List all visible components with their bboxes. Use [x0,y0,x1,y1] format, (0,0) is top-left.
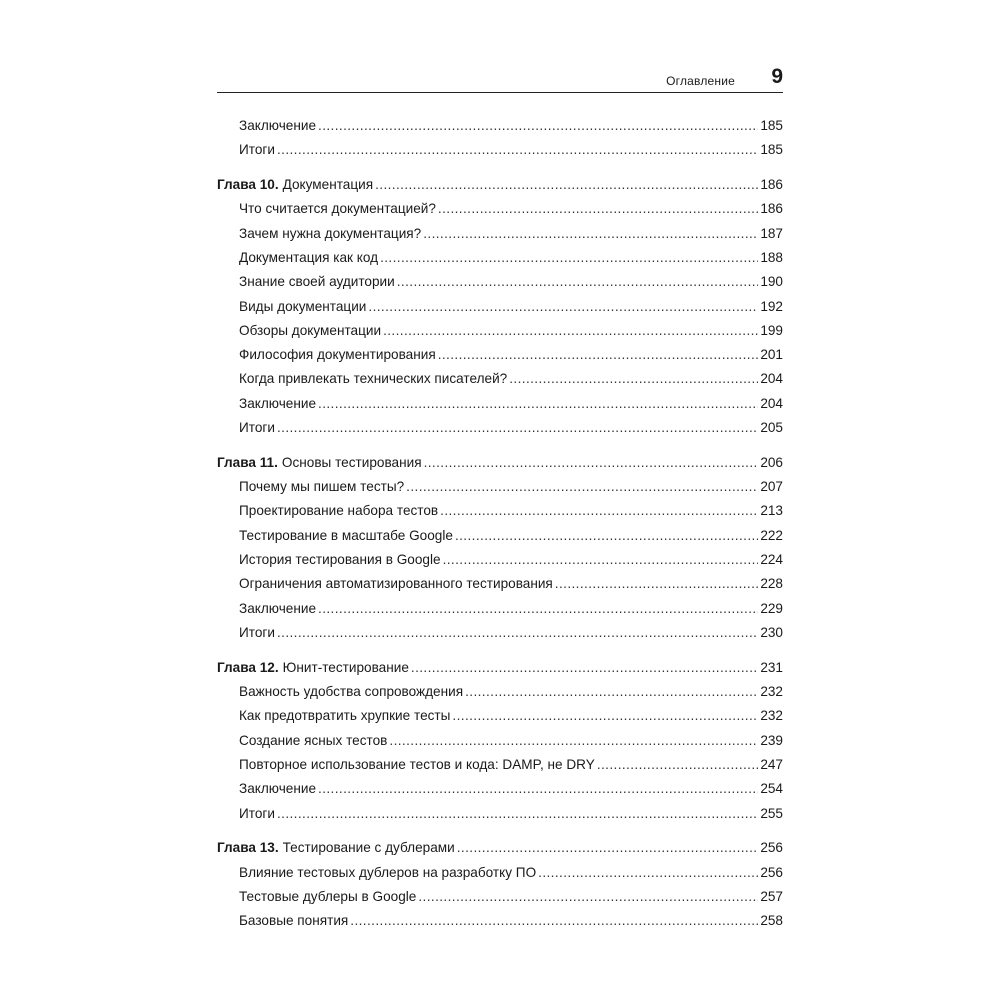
toc-page-number: 185 [760,142,783,158]
section-title: Когда привлекать технических писателей? [239,371,508,387]
dot-leader [277,420,758,435]
toc-section-entry [217,757,783,781]
dot-leader [424,455,759,470]
dot-leader [383,323,758,338]
dot-leader [318,118,758,133]
section-title: Философия документирования [239,347,436,363]
dot-leader [465,684,758,699]
toc-section-entry [217,371,783,395]
toc-page-number: 258 [760,913,783,929]
dot-leader [411,660,758,675]
section-title: Базовые понятия [239,913,349,929]
dot-leader [438,201,758,216]
toc-section-entry [217,601,783,625]
dot-leader [277,625,758,640]
dot-leader [443,552,759,567]
toc-page-number: 192 [760,298,783,314]
dot-leader [368,299,758,314]
toc-chapter-entry [217,660,783,684]
toc-page-number: 257 [760,888,783,904]
dot-leader [406,479,758,494]
toc-page-number: 247 [760,756,783,772]
toc-section-entry [217,865,783,889]
dot-leader [418,889,758,904]
dot-leader [438,347,759,362]
dot-leader [457,840,759,855]
dot-leader [509,371,758,386]
section-title: Итоги [239,624,275,640]
toc-section-entry [217,503,783,527]
chapter-number: Глава 10. [217,177,279,193]
toc-page-number: 201 [760,347,783,363]
toc-page-number: 205 [760,420,783,436]
section-title: История тестирования в Google [239,552,441,568]
toc-page-number: 187 [760,225,783,241]
header-rule [217,92,783,93]
page-number: 9 [771,65,783,88]
toc-page-number: 186 [760,201,783,217]
dot-leader [597,757,759,772]
section-title: Итоги [239,420,275,436]
section-title: Важность удобства сопровождения [239,684,464,700]
section-title: Заключение [239,781,317,797]
dot-leader [538,865,758,880]
chapter-number: Глава 13. [217,840,279,856]
section-title: Итоги [239,142,275,158]
section-title: Повторное использование тестов и кода: DAMP, не DRY [239,756,595,772]
toc-section-entry [217,576,783,600]
toc-section-entry [217,684,783,708]
toc-page-number: 232 [760,684,783,700]
toc-page-number: 256 [760,864,783,880]
section-title: Тестирование в масштабе Google [239,527,453,543]
toc-page-number: 199 [760,322,783,338]
toc-section-entry [217,299,783,323]
section-title: Документация как код [239,249,379,265]
toc-section-entry [217,118,783,142]
dot-leader [277,142,758,157]
running-head [217,62,783,92]
toc-section-entry [217,733,783,757]
toc-page-number: 224 [760,552,783,568]
toc-section-entry [217,625,783,649]
dot-leader [555,576,759,591]
section-title: Создание ясных тестов [239,732,388,748]
toc-section-entry [217,347,783,371]
toc-page-number: 222 [760,527,783,543]
chapter-number: Глава 12. [217,659,279,675]
toc-page-number: 256 [760,840,783,856]
section-title: Как предотвратить хрупкие тесты [239,708,451,724]
section-title: Зачем нужна документация? [239,225,422,241]
toc-section-entry [217,226,783,250]
book-page [217,0,783,1000]
section-title: Заключение [239,600,317,616]
toc-section-entry [217,142,783,166]
toc-section-entry [217,552,783,576]
section-title: Влияние тестовых дублеров на разработку ПО [239,864,537,880]
toc-section-entry [217,396,783,420]
toc-section-entry [217,420,783,444]
chapter-title: Основы тестирования [281,454,422,470]
chapter-title: Тестирование с дублерами [282,840,455,856]
toc-page-number: 207 [760,479,783,495]
section-title: Знание своей аудитории [239,274,395,290]
dot-leader [397,274,759,289]
dot-leader [375,177,758,192]
toc-page-number: 213 [760,503,783,519]
dot-leader [277,806,758,821]
toc-section-entry [217,708,783,732]
toc-page-number: 231 [760,659,783,675]
toc-page-number: 190 [760,274,783,290]
toc-section-entry [217,323,783,347]
toc-page-number: 204 [760,395,783,411]
toc-section-entry [217,528,783,552]
toc-section-entry [217,806,783,830]
toc-page-number: 204 [760,371,783,387]
section-title: Заключение [239,395,317,411]
section-title: Что считается документацией? [239,201,436,217]
toc-section-entry [217,781,783,805]
section-title: Итоги [239,805,275,821]
table-of-contents [217,118,783,938]
toc-page-number: 254 [760,781,783,797]
section-title: Почему мы пишем тесты? [239,479,405,495]
running-title: Оглавление [666,74,735,88]
chapter-title: Юнит-тестирование [282,659,409,675]
toc-page-number: 228 [760,576,783,592]
section-title: Заключение [239,118,317,133]
toc-section-entry [217,201,783,225]
toc-section-entry [217,274,783,298]
toc-page-number: 229 [760,600,783,616]
toc-page-number: 232 [760,708,783,724]
chapter-number: Глава 11. [217,454,278,470]
dot-leader [318,781,758,796]
toc-page-number: 186 [760,177,783,193]
section-title: Тестовые дублеры в Google [239,888,417,904]
dot-leader [452,708,758,723]
toc-section-entry [217,889,783,913]
dot-leader [318,601,758,616]
section-title: Виды документации [239,298,367,314]
toc-page-number: 255 [760,805,783,821]
dot-leader [440,503,758,518]
chapter-title: Документация [282,177,374,193]
dot-leader [350,913,758,928]
dot-leader [423,226,758,241]
section-title: Проектирование набора тестов [239,503,439,519]
toc-page-number: 239 [760,732,783,748]
toc-chapter-entry [217,177,783,201]
toc-section-entry [217,913,783,937]
toc-section-entry [217,250,783,274]
dot-leader [318,396,758,411]
toc-chapter-entry [217,840,783,864]
dot-leader [455,528,758,543]
toc-section-entry [217,479,783,503]
section-title: Ограничения автоматизированного тестирования [239,576,553,592]
toc-page-number: 188 [760,249,783,265]
toc-page-number: 185 [760,118,783,133]
toc-page-number: 206 [760,454,783,470]
toc-chapter-entry [217,455,783,479]
toc-page-number: 230 [760,624,783,640]
dot-leader [389,733,758,748]
section-title: Обзоры документации [239,322,382,338]
dot-leader [380,250,758,265]
